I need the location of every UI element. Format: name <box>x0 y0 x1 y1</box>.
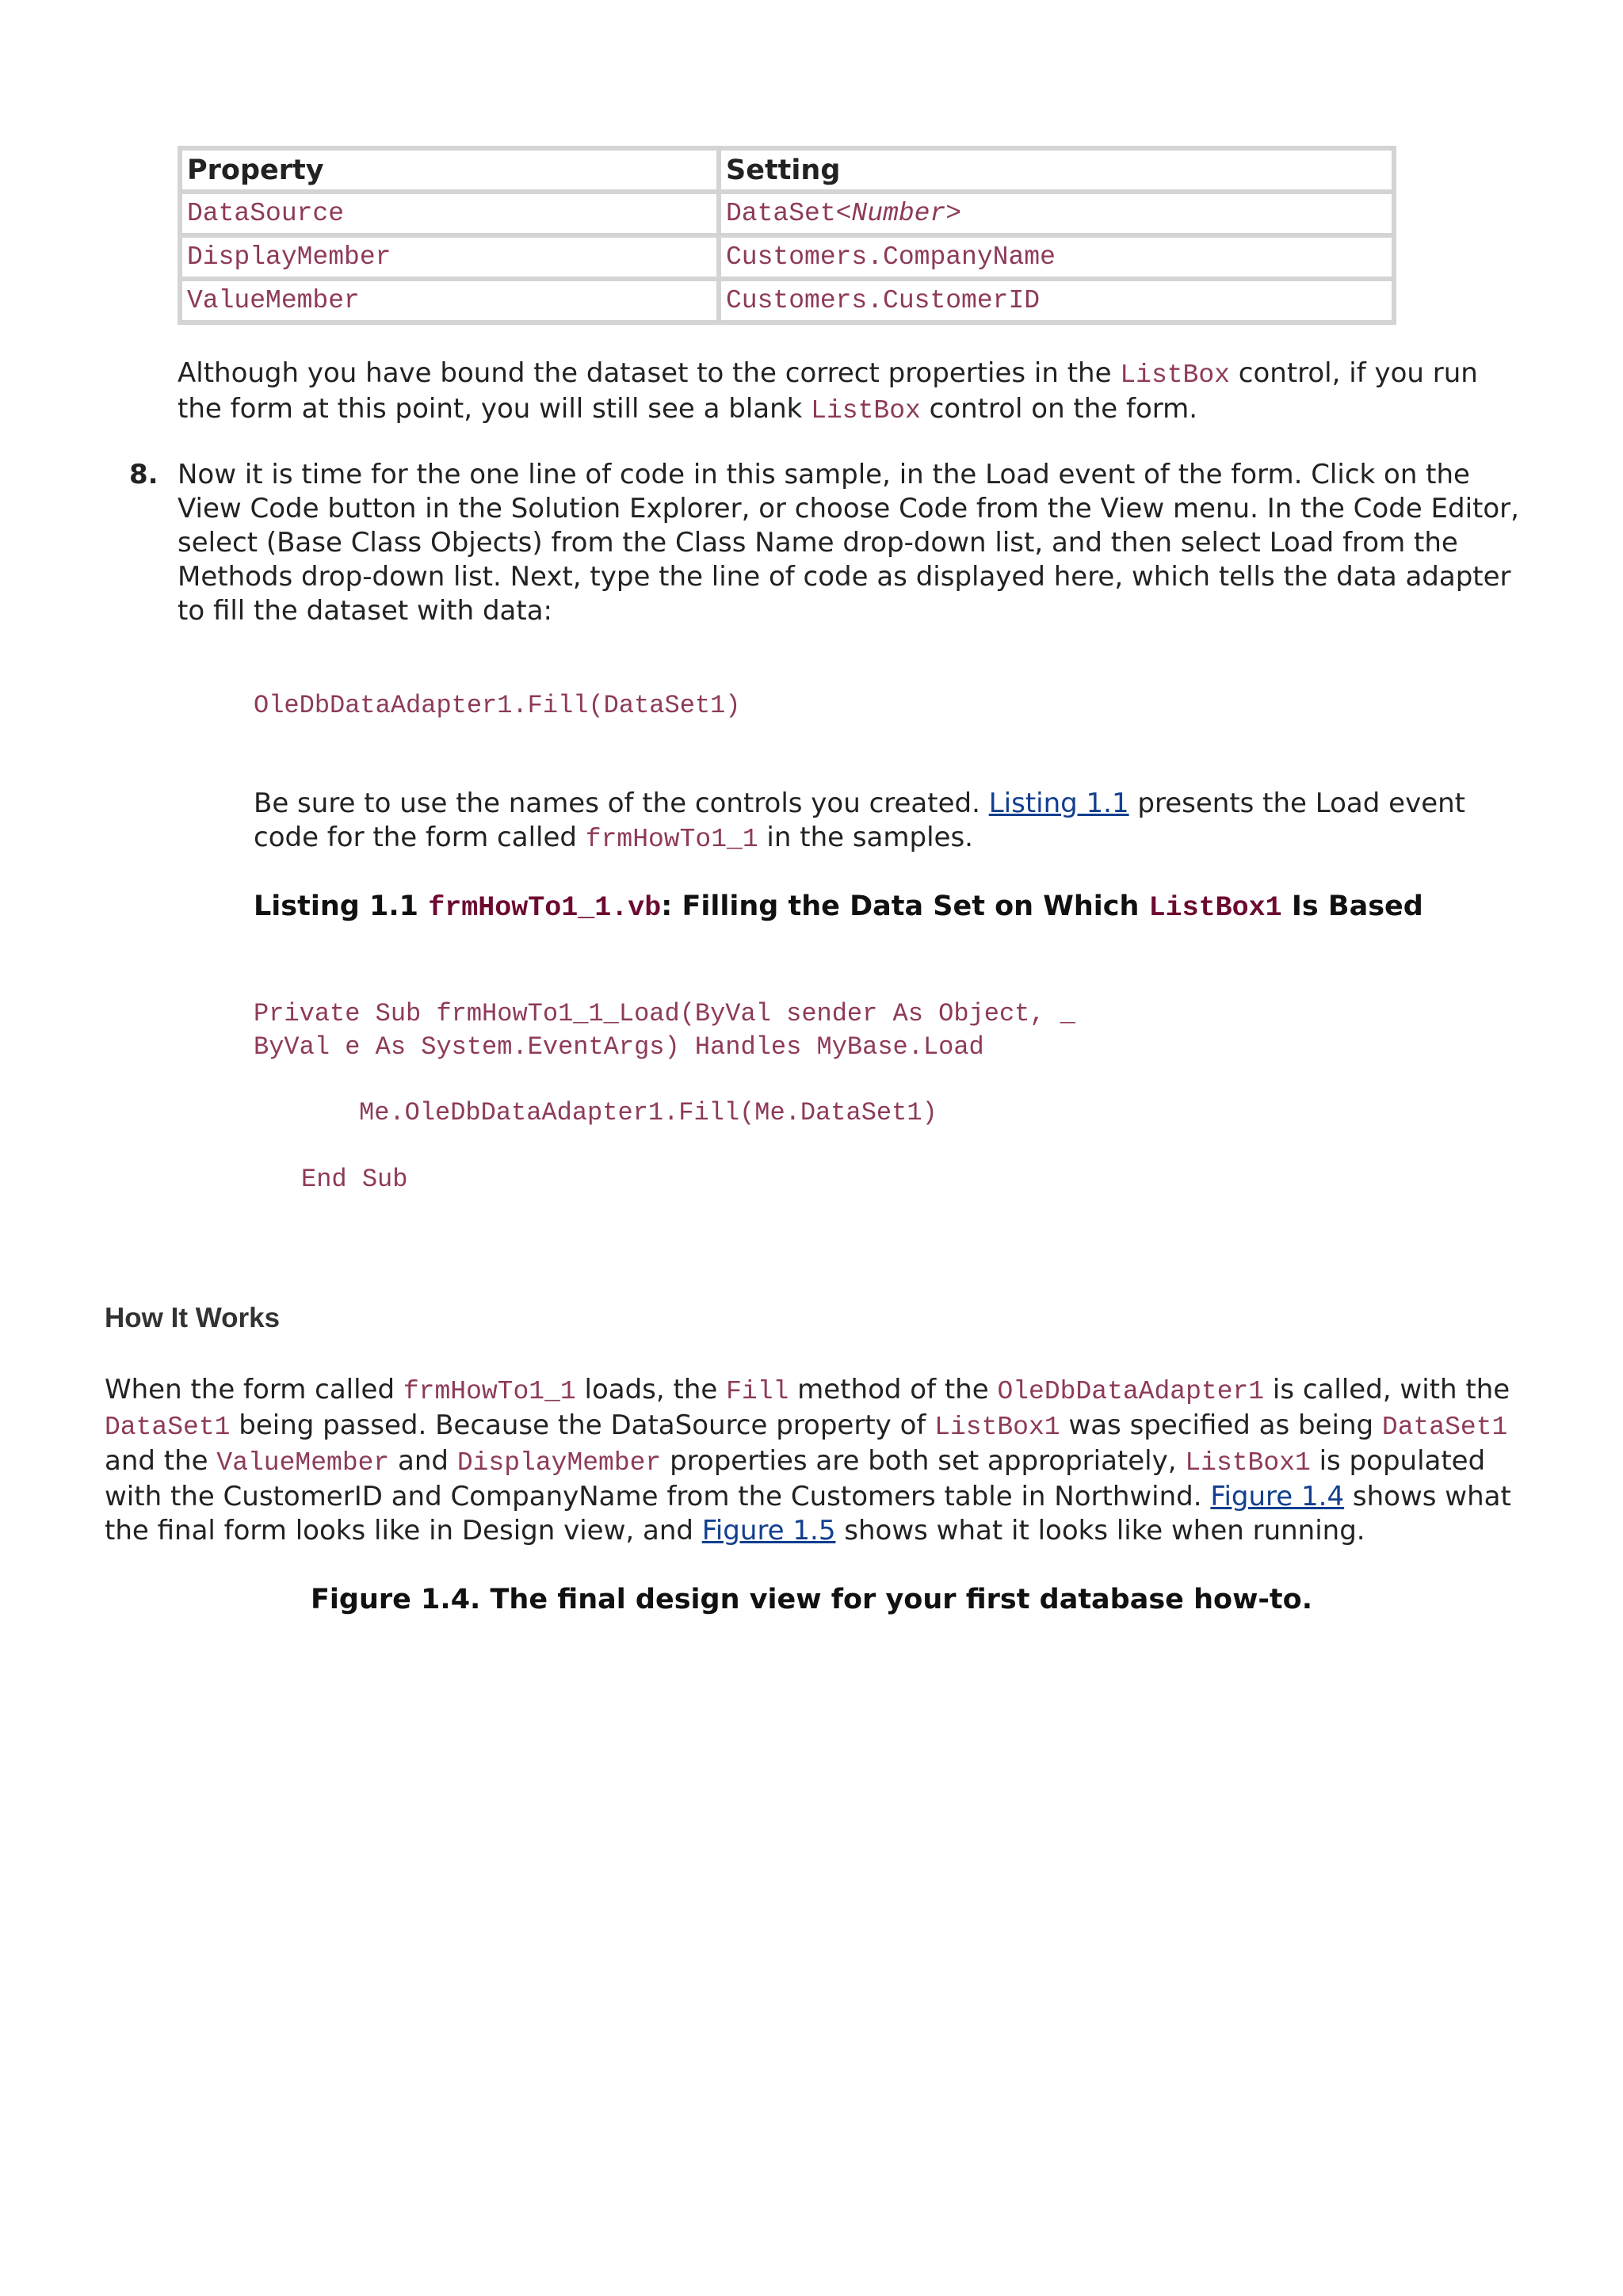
listing-label: Listing 1.1 <box>254 891 429 922</box>
inline-code: ListBox <box>1120 360 1230 390</box>
code-sample: OleDbDataAdapter1.Fill(DataSet1) <box>254 691 741 720</box>
listing-caption-text: : Filling the Data Set on Which <box>661 891 1149 922</box>
inline-code: ListBox <box>811 396 921 425</box>
listing-code-line: End Sub <box>301 1165 408 1194</box>
text-run: When the form called <box>105 1374 403 1405</box>
text-run: in the samples. <box>758 822 973 853</box>
property-cell: DisplayMember <box>180 235 719 279</box>
text-run: is populated with the CustomerID and CompanyName from the Customers table in Northwind. <box>105 1445 1486 1512</box>
inline-code: DisplayMember <box>456 1448 662 1478</box>
text-run: Be sure to use the names of the controls you created. <box>254 788 989 819</box>
figure-1-5-link[interactable]: Figure 1.5 <box>701 1515 836 1547</box>
table-row <box>180 235 1394 279</box>
step-number: 8. <box>129 459 158 490</box>
text-run: loads, the <box>575 1374 727 1405</box>
figure-caption: Figure 1.4. The final design view for your first database how-to. <box>311 1584 1312 1615</box>
property-cell: ValueMember <box>180 279 719 322</box>
listing-code-line: ByVal e As System.EventArgs) Handles MyBase.Load <box>254 1032 984 1062</box>
setting-cell <box>719 192 1394 235</box>
text-run: shows what it looks like when running. <box>835 1515 1365 1547</box>
text-run: shows what the final form looks like in Design view, and <box>105 1481 1511 1547</box>
property-table <box>178 146 1396 325</box>
table-header-row <box>180 148 1394 192</box>
setting-placeholder: <Number> <box>835 199 962 228</box>
property-cell: DataSource <box>180 192 719 235</box>
column-header-setting: Setting <box>719 148 1394 192</box>
step-8-paragraph: Now it is time for the one line of code in this sample, in the Load event of the form. Click on the View Code button in the Solution Explorer, or choose Code from the View menu. In the Code Editor, select (Base Class Objects) from the Class Name drop-down list, and then select Load from the Methods drop-down list. Next, type the line of code as displayed here, which tells the data adapter to fill the dataset with data: <box>178 459 1519 627</box>
listing-filename: frmHowTo1_1.vb <box>428 892 662 924</box>
section-heading: How It Works <box>105 1302 281 1333</box>
inline-code: DataSet1 <box>1381 1413 1508 1442</box>
listbox-note-paragraph <box>178 357 1525 428</box>
inline-code: frmHowTo1_1 <box>585 825 758 854</box>
inline-code: DataSet1 <box>105 1413 231 1442</box>
setting-value: DataSet <box>726 199 836 228</box>
inline-code: frmHowTo1_1 <box>403 1377 576 1406</box>
table-row <box>180 279 1394 322</box>
inline-code: ListBox1 <box>1185 1448 1311 1478</box>
text-run: control on the form. <box>920 393 1198 425</box>
text-run: Although you have bound the dataset to the correct properties in the <box>178 357 1121 389</box>
listing-code-line: Me.OleDbDataAdapter1.Fill(Me.DataSet1) <box>359 1098 938 1127</box>
how-it-works-paragraph <box>105 1373 1531 1548</box>
inline-code: Fill <box>726 1377 789 1406</box>
listing-caption-end: Is Based <box>1281 891 1423 922</box>
text-run: method of the <box>789 1374 998 1405</box>
text-run: was specified as being <box>1060 1409 1382 1441</box>
listing-caption <box>254 891 1423 924</box>
setting-cell: Customers.CustomerID <box>719 279 1394 322</box>
text-run: properties are both set appropriately, <box>661 1445 1186 1477</box>
text-run: presents the Load event code for the form called <box>254 788 1465 853</box>
inline-code: OleDbDataAdapter1 <box>997 1377 1265 1406</box>
text-run: and the <box>105 1445 217 1477</box>
table-row <box>180 192 1394 235</box>
listing-link[interactable]: Listing 1.1 <box>988 788 1129 819</box>
listing-code-line: Private Sub frmHowTo1_1_Load(ByVal sender As Object, _ <box>254 999 1075 1028</box>
column-header-property: Property <box>180 148 719 192</box>
inline-code: ValueMember <box>216 1448 390 1478</box>
inline-code: ListBox1 <box>934 1413 1060 1442</box>
text-run: and <box>389 1445 457 1477</box>
listing-control-name: ListBox1 <box>1148 892 1282 924</box>
text-run: being passed. Because the DataSource property of <box>230 1409 935 1441</box>
setting-cell: Customers.CompanyName <box>719 235 1394 279</box>
text-run: control, if you run the form at this point, you will still see a blank <box>178 357 1478 425</box>
figure-1-4-link[interactable]: Figure 1.4 <box>1210 1481 1345 1512</box>
text-run: is called, with the <box>1264 1374 1510 1405</box>
be-sure-paragraph <box>254 787 1537 856</box>
